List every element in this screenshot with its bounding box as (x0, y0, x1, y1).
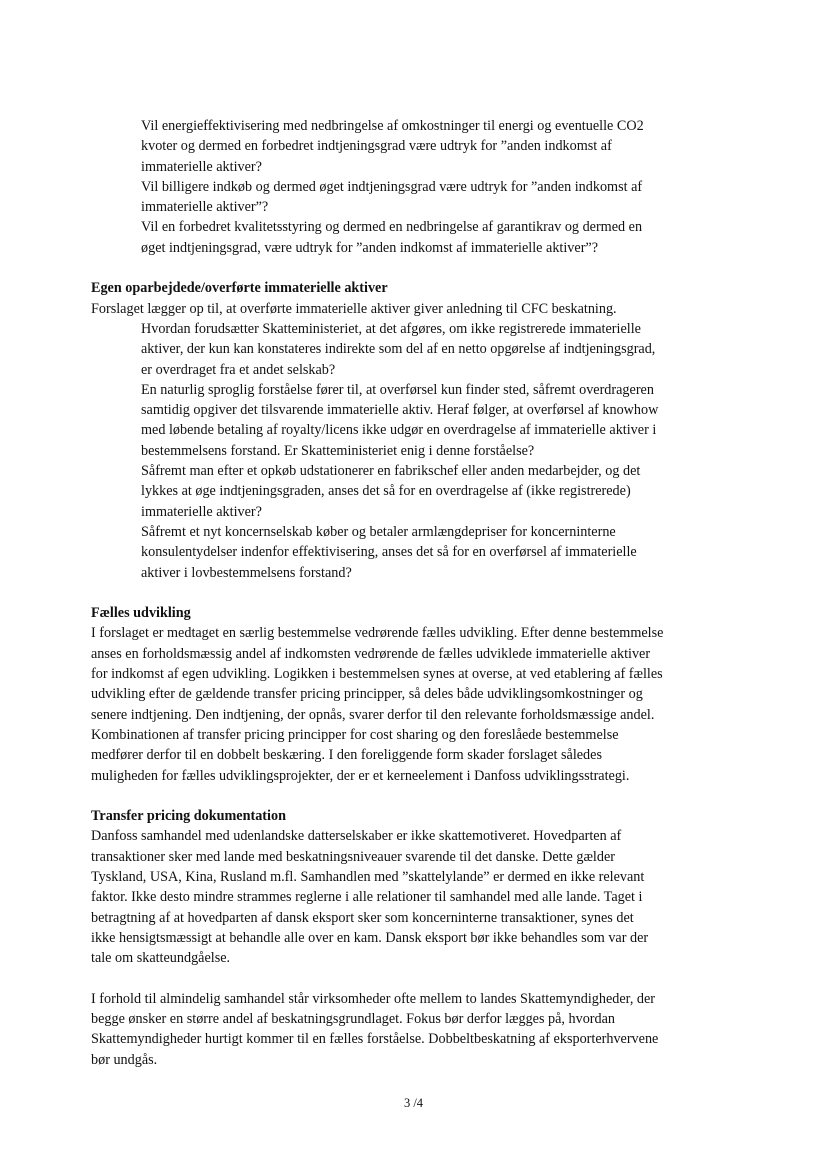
text-line: samtidig opgiver det tilsvarende immaterielle aktiv. Heraf følger, at overførsel af knowhow (141, 402, 659, 419)
text-line: Vil billigere indkøb og dermed øget indtjeningsgrad være udtryk for ”anden indkomst af (141, 178, 643, 195)
text-line: Kombinationen af transfer pricing principper for cost sharing og den foreslåede bestemmelse (91, 726, 619, 743)
section-heading: Transfer pricing dokumentation (91, 808, 286, 825)
document-page (91, 116, 721, 1070)
text-line: transaktioner sker med lande med beskatningsniveauer svarende til det danske. Dette gælder (91, 848, 615, 865)
text-line: lykkes at øge indtjeningsgraden, anses det så for en overdragelse af (ikke registrerede) (141, 483, 631, 500)
text-line: immaterielle aktiver? (141, 503, 262, 520)
text-line: med løbende betaling af royalty/licens ikke udgør en overdragelse af immaterielle aktiver i (141, 422, 657, 439)
text-line: kvoter og dermed en forbedret indtjeningsgrad være udtryk for ”anden indkomst af (141, 138, 612, 155)
text-line: betragtning af at hovedparten af dansk eksport sker som koncerninterne transaktioner, synes det (91, 909, 634, 926)
text-line: senere indtjening. Den indtjening, der opnås, svarer derfor til den relevante forholdsmæssige andel. (91, 706, 655, 723)
text-line: En naturlig sproglig forståelse fører til, at overførsel kun finder sted, såfremt overdrageren (141, 381, 654, 398)
text-line: Såfremt man efter et opkøb udstationerer en fabrikschef eller anden medarbejder, og det (141, 463, 641, 480)
text-line: Vil energieffektivisering med nedbringelse af omkostninger til energi og eventuelle CO2 (141, 118, 644, 134)
text-line: ikke hensigtsmæssigt at behandle alle over en kam. Dansk eksport bør ikke behandles som var der (91, 929, 649, 946)
text-line: I forslaget er medtaget en særlig bestemmelse vedrørende fælles udvikling. Efter denne bestemmelse (91, 625, 664, 642)
text-line: aktiver i lovbestemmelsens forstand? (141, 564, 352, 581)
section-heading: Egen oparbejdede/overførte immaterielle aktiver (91, 280, 388, 297)
text-line: konsulentydelser indenfor effektivisering, anses det så for en overførsel af immaterielle (141, 544, 637, 561)
section-transfer-assets (91, 278, 721, 582)
text-line: immaterielle aktiver”? (141, 199, 269, 216)
paragraph-gap (91, 258, 721, 278)
text-line: begge ønsker en større andel af beskatningsgrundlaget. Fokus bør derfor lægges på, hvordan (91, 1011, 616, 1028)
section-heading: Fælles udvikling (91, 605, 191, 622)
paragraph-gap (91, 583, 721, 603)
text-line: muligheden for fælles udviklingsprojekter, der er et kerneelement i Danfoss udviklingsstrategi. (91, 767, 630, 784)
text-line: bør undgås. (91, 1051, 158, 1068)
text-line: aktiver, der kun kan konstateres indirekte som del af en netto opgørelse af indtjeningsgrad, (141, 341, 656, 358)
text-line: Hvordan forudsætter Skatteministeriet, at det afgøres, om ikke registrerede immaterielle (141, 320, 641, 337)
text-line: tale om skatteundgåelse. (91, 950, 231, 967)
text-line: Skattemyndigheder hurtigt kommer til en fælles forståelse. Dobbeltbeskatning af eksporterhvervene (91, 1031, 659, 1048)
text-line: medfører derfor til en dobbelt beskæring. I den foreliggende form skader forslaget således (91, 747, 602, 764)
section-tp-documentation (91, 806, 721, 1070)
text-line: faktor. Ikke desto mindre strammes reglerne i alle relationer til samhandel med alle lande. Taget i (91, 889, 643, 906)
text-line: udvikling efter de gældende transfer pricing principper, så deles både udviklingsomkostninger og (91, 686, 643, 703)
text-line: Vil en forbedret kvalitetsstyring og dermed en nedbringelse af garantikrav og dermed en (141, 219, 643, 236)
intro-questions (91, 116, 721, 258)
paragraph-gap (91, 786, 721, 806)
section-joint-development (91, 603, 721, 786)
question-list (91, 319, 721, 583)
page-number: 3 /4 (403, 1096, 424, 1110)
text-line: bestemmelsens forstand. Er Skatteministeriet enig i denne forståelse? (141, 442, 535, 459)
paragraph-gap (91, 968, 721, 988)
text-line: anses en forholdsmæssig andel af indkomsten vedrørende de fælles udviklede immaterielle aktiver (91, 645, 651, 662)
text-line: Tyskland, USA, Kina, Rusland m.fl. Samhandlen med ”skattelylande” er dermed en ikke relevant (91, 868, 645, 885)
text-line: for indkomst af egen udvikling. Logikken i bestemmelsen synes at overse, at ved etablering af fælles (91, 666, 663, 683)
text-line: immaterielle aktiver? (141, 158, 262, 175)
text-line: øget indtjeningsgrad, være udtryk for ”anden indkomst af immaterielle aktiver”? (141, 239, 599, 256)
text-line: Såfremt et nyt koncernselskab køber og betaler armlængdepriser for koncerninterne (141, 523, 616, 540)
text-line: I forhold til almindelig samhandel står virksomheder ofte mellem to landes Skattemyndigheder, der (91, 990, 656, 1007)
text-line: Forslaget lægger op til, at overførte immaterielle aktiver giver anledning til CFC beskatning. (91, 300, 617, 317)
text-line: er overdraget fra et andet selskab? (141, 361, 336, 378)
text-line: Danfoss samhandel med udenlandske datterselskaber er ikke skattemotiveret. Hovedparten af (91, 828, 622, 845)
